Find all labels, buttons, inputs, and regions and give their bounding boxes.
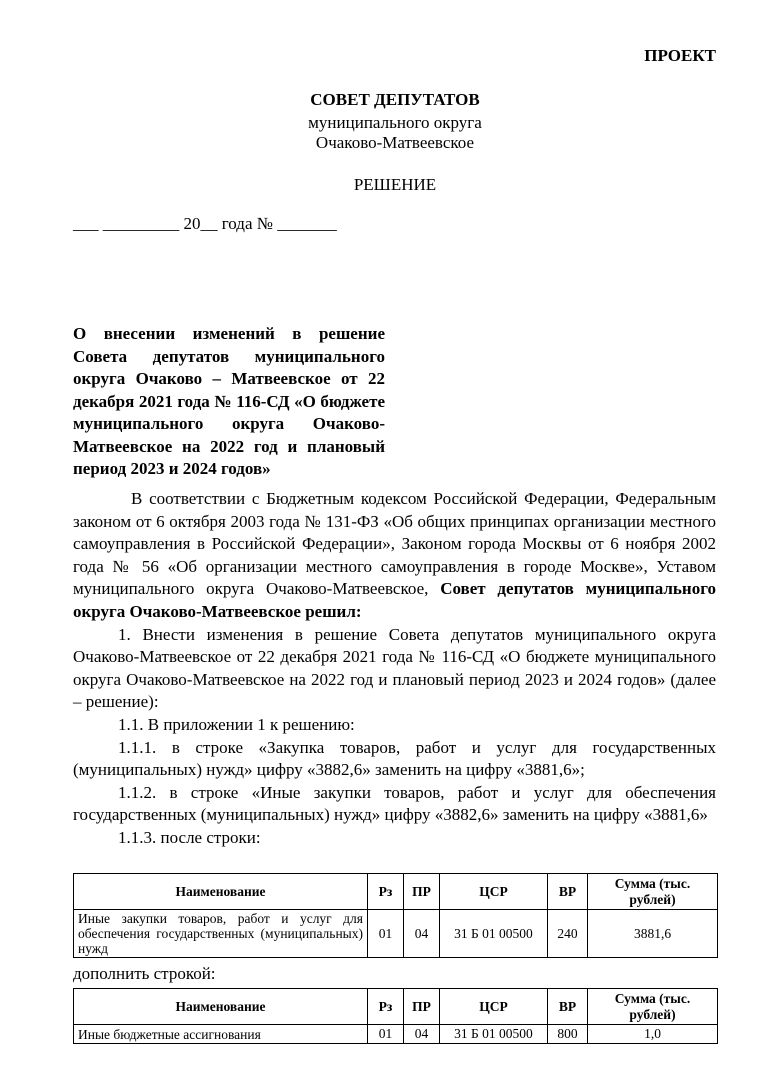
- col-rz-header: Рз: [368, 989, 404, 1025]
- budget-table-existing: [73, 873, 718, 958]
- col-pr-header: ПР: [404, 989, 440, 1025]
- table-header-row: [74, 989, 718, 1025]
- decision-title: О внесении изменений в решение Совета депутатов муниципального округа Очаково – Матвеевское от 22 декабря 2021 года № 116-СД «О бюджете муниципального округа Очаково-Матвеевское на 2022 год и плановый период 2023 и 2024 годов»: [73, 324, 385, 478]
- col-vr-header: ВР: [548, 874, 588, 910]
- cell-vr: 800: [548, 1025, 588, 1044]
- org-subtitle-1: муниципального округа: [308, 113, 482, 132]
- body-text: [73, 488, 716, 850]
- col-name-header: Наименование: [74, 989, 368, 1025]
- cell-pr: 04: [404, 910, 440, 958]
- date-number-line: ___ _________ 20__ года № _______: [73, 214, 337, 233]
- decision-heading: РЕШЕНИЕ: [353, 175, 437, 194]
- paragraph-1-1-3: 1.1.3. после строки:: [118, 827, 261, 847]
- cell-sum: 3881,6: [588, 910, 718, 958]
- add-row-label: дополнить строкой:: [73, 964, 216, 983]
- cell-vr: 240: [548, 910, 588, 958]
- cell-csr: 31 Б 01 00500: [440, 1025, 548, 1044]
- cell-csr: 31 Б 01 00500: [440, 910, 548, 958]
- preamble-text: В соответствии с Бюджетным кодексом Российской Федерации, Федеральным законом от 6 октября 2003 года № 131-ФЗ «Об общих принципах организации местного самоуправления в Российской Федерации», Законом города Москвы от 6 ноября 2002 года № 56 «Об организации местного самоуправления в городе Москве», Уставом муниципального округа Очаково-Матвеевское,: [73, 489, 716, 599]
- col-csr-header: ЦСР: [440, 874, 548, 910]
- col-rz-header: Рз: [368, 874, 404, 910]
- preamble-resolution: Совет депутатов муниципального округа Очаково-Матвеевское решил:: [73, 579, 716, 621]
- draft-stamp: ПРОЕКТ: [644, 46, 716, 65]
- col-name-header: Наименование: [74, 874, 368, 910]
- paragraph-1-1-2: 1.1.2. в строке «Иные закупки товаров, работ и услуг для обеспечения государственных (муниципальных) нужд» цифру «3882,6» заменить на цифру «3881,6»: [73, 782, 716, 825]
- cell-rz: 01: [368, 1025, 404, 1044]
- col-sum-header: Сумма (тыс. рублей): [588, 989, 718, 1025]
- paragraph-preamble: [73, 488, 716, 624]
- cell-name: Иные бюджетные ассигнования: [74, 1025, 368, 1044]
- paragraph-1-1: 1.1. В приложении 1 к решению:: [118, 714, 355, 734]
- col-vr-header: ВР: [548, 989, 588, 1025]
- budget-table-new: [73, 988, 718, 1044]
- paragraph-1: 1. Внести изменения в решение Совета депутатов муниципального округа Очаково-Матвеевское от 22 декабря 2021 года № 116-СД «О бюджете муниципального округа Очаково-Матвеевское на 2022 год и плановый период 2023 и 2024 годов» (далее – решение):: [73, 624, 716, 712]
- col-pr-header: ПР: [404, 874, 440, 910]
- col-csr-header: ЦСР: [440, 989, 548, 1025]
- org-title: СОВЕТ ДЕПУТАТОВ: [310, 90, 480, 109]
- cell-pr: 04: [404, 1025, 440, 1044]
- table-row: [74, 1025, 718, 1044]
- table-row: [74, 910, 718, 958]
- cell-rz: 01: [368, 910, 404, 958]
- paragraph-1-1-1: 1.1.1. в строке «Закупка товаров, работ и услуг для государственных (муниципальных) нужд» цифру «3882,6» заменить на цифру «3881,6»;: [73, 737, 716, 780]
- org-subtitle-2: Очаково-Матвеевское: [315, 133, 475, 152]
- col-sum-header: Сумма (тыс. рублей): [588, 874, 718, 910]
- cell-sum: 1,0: [588, 1025, 718, 1044]
- table-header-row: [74, 874, 718, 910]
- cell-name: Иные закупки товаров, работ и услуг для обеспечения государственных (муниципальных) нужд: [74, 910, 368, 958]
